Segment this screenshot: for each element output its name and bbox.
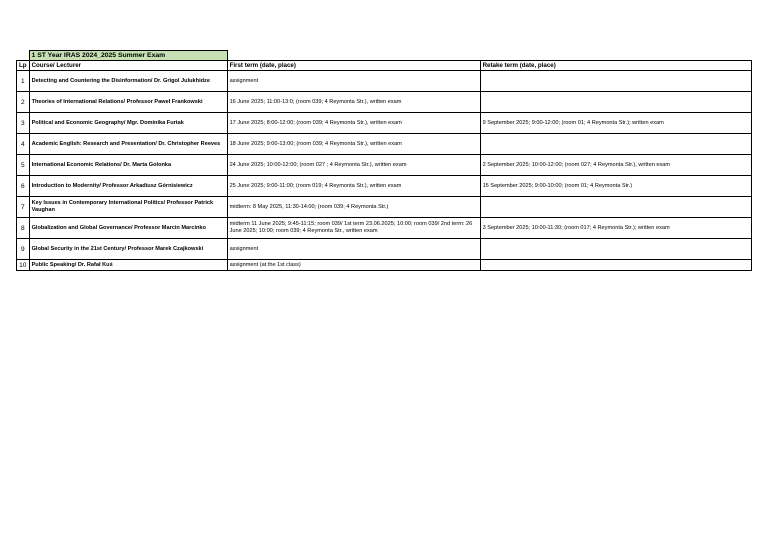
header-lp[interactable]: Lp [17, 61, 30, 71]
title-spacer [17, 51, 30, 61]
row-retake-term[interactable] [480, 71, 751, 92]
table-row [17, 71, 752, 92]
row-retake-term[interactable] [480, 134, 751, 155]
row-course[interactable]: Key Issues in Contemporary International Politics/ Professor Patrick Vaughan [29, 197, 227, 218]
exam-schedule-sheet [16, 50, 752, 271]
sheet-title[interactable]: 1 ST Year IRAS 2024_2025 Summer Exam [29, 51, 227, 61]
row-lp[interactable]: 3 [17, 113, 30, 134]
row-first-term[interactable]: assignment (at the 1st class) [227, 260, 480, 271]
row-lp[interactable]: 10 [17, 260, 30, 271]
row-first-term[interactable]: 18 June 2025; 9:00-13:00; (room 039; 4 Reymonta Str.), written exam [227, 134, 480, 155]
row-course[interactable]: Global Security in the 21st Century/ Professor Marek Czajkowski [29, 239, 227, 260]
row-first-term[interactable]: assignment [227, 239, 480, 260]
row-retake-term[interactable]: 3 September 2025; 10:00-11:30; (room 017; 4 Reymonta Str.); written exam [480, 218, 751, 239]
title-blank-cell [480, 51, 751, 61]
row-lp[interactable]: 4 [17, 134, 30, 155]
row-lp[interactable]: 2 [17, 92, 30, 113]
table-row [17, 218, 752, 239]
exam-table [16, 50, 752, 271]
header-row [17, 61, 752, 71]
row-first-term[interactable]: 24 June 2025; 10:00-12:00; (room 027 ; 4 Reymonta Str.), written exam [227, 155, 480, 176]
table-row [17, 176, 752, 197]
table-row [17, 134, 752, 155]
row-retake-term[interactable] [480, 260, 751, 271]
row-course[interactable]: Political and Economic Geography/ Mgr. Dominika Furtak [29, 113, 227, 134]
table-row [17, 260, 752, 271]
row-course[interactable]: International Economic Relations/ Dr. Marta Golonka [29, 155, 227, 176]
row-retake-term[interactable]: 2 September 2025; 10:00-12:00; (room 027; 4 Reymonta Str.), written exam [480, 155, 751, 176]
row-course[interactable]: Public Speaking/ Dr. Rafał Kuś [29, 260, 227, 271]
row-course[interactable]: Academic English: Research and Presentation/ Dr. Christopher Reeves [29, 134, 227, 155]
header-course[interactable]: Course/ Lecturer [29, 61, 227, 71]
row-retake-term[interactable] [480, 92, 751, 113]
title-blank-cell [227, 51, 480, 61]
row-lp[interactable]: 8 [17, 218, 30, 239]
header-retake-term[interactable]: Retake term (date, place) [480, 61, 751, 71]
table-row [17, 155, 752, 176]
header-first-term[interactable]: First term (date, place) [227, 61, 480, 71]
row-retake-term[interactable]: 9 September 2025; 9:00-12:00; (room 01; 4 Reymonta Str.); written exam [480, 113, 751, 134]
row-lp[interactable]: 9 [17, 239, 30, 260]
table-row [17, 239, 752, 260]
row-lp[interactable]: 6 [17, 176, 30, 197]
row-first-term[interactable]: 25 June 2025; 9:00-11:00; (room 019; 4 Reymonta Str.), written exam [227, 176, 480, 197]
row-first-term[interactable]: 16 June 2025; 11:00-13:0; (room 039; 4 Reymonta Str.), written exam [227, 92, 480, 113]
row-first-term[interactable]: midterm 11 June 2025; 9:45-11:15; room 039/ 1st term 23.06.2025; 10:00; room 039/ 2nd term: 26 June 2025; 10:00; room 039; 4 Reymonta Str., written exam [227, 218, 480, 239]
row-course[interactable]: Theories of International Relations/ Professor Paweł Frankowski [29, 92, 227, 113]
title-row [17, 51, 752, 61]
row-first-term[interactable]: 17 June 2025; 8:00-12:00; (room 039; 4 Reymonta Str.), written exam [227, 113, 480, 134]
row-retake-term[interactable] [480, 239, 751, 260]
table-row [17, 92, 752, 113]
table-row [17, 197, 752, 218]
row-course[interactable]: Detecting and Countering the Disinformation/ Dr. Grigol Julukhidze [29, 71, 227, 92]
row-retake-term[interactable]: 15 September 2025; 9:00-10:00; (room 01; 4 Reymonta Str.) [480, 176, 751, 197]
row-first-term[interactable]: midterm: 8 May 2025, 11:30-14:00; (room 039; 4 Reymonta Str.) [227, 197, 480, 218]
row-lp[interactable]: 5 [17, 155, 30, 176]
row-course[interactable]: Globalization and Global Governance/ Professor Marcin Marcinko [29, 218, 227, 239]
row-lp[interactable]: 7 [17, 197, 30, 218]
row-course[interactable]: Introduction to Modernity/ Professor Arkadiusz Górnisiewicz [29, 176, 227, 197]
row-first-term[interactable]: assignment [227, 71, 480, 92]
row-retake-term[interactable] [480, 197, 751, 218]
table-row [17, 113, 752, 134]
row-lp[interactable]: 1 [17, 71, 30, 92]
